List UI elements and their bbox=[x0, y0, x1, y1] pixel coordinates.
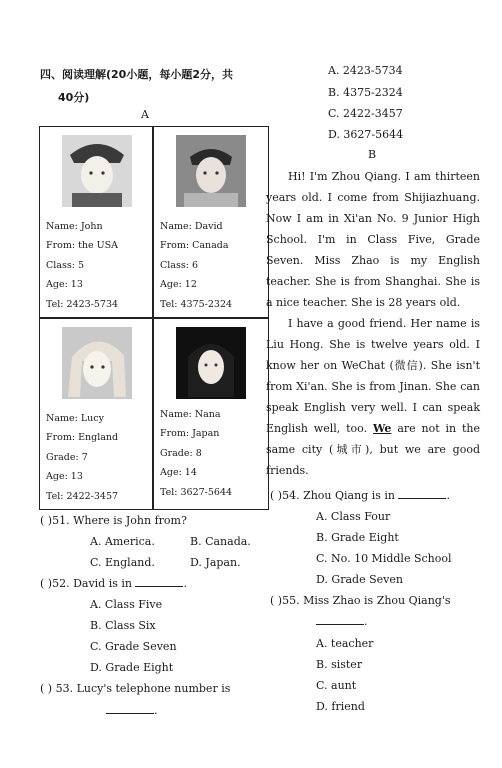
profile-card-david bbox=[154, 127, 267, 317]
q52-option-c[interactable]: C. Grade Seven bbox=[90, 640, 177, 653]
q54-option-c[interactable]: C. No. 10 Middle School bbox=[316, 552, 452, 565]
photo-david bbox=[176, 135, 246, 207]
question-55: ( )55. Miss Zhao is Zhou Qiang's bbox=[270, 594, 451, 607]
profile-name: Name: David bbox=[160, 221, 223, 232]
answer-blank bbox=[316, 615, 364, 625]
passage-b-label: B bbox=[368, 148, 377, 161]
q55-option-b[interactable]: B. sister bbox=[316, 658, 363, 671]
photo-nana bbox=[176, 327, 246, 399]
profile-from: From: Japan bbox=[160, 428, 220, 440]
profile-name: Name: John bbox=[46, 221, 103, 232]
q54-option-b[interactable]: B. Grade Eight bbox=[316, 531, 399, 544]
profile-tel: Tel: 3627-5644 bbox=[160, 486, 233, 498]
q53-option-a[interactable]: A. 2423-5734 bbox=[328, 64, 403, 77]
profile-age: Age: 14 bbox=[160, 467, 197, 479]
passage-b-paragraph-1: Hi! I'm Zhou Qiang. I am thirteen years old. I come from Shijiazhuang. Now I am in Xi'an No. 9 Junior High School. I'm in Class Five, Grade Seven. Miss Zhao is my English teacher. She is from Shanghai. She is a nice teacher. She is 28 years old. bbox=[266, 170, 480, 309]
question-55-blank: . bbox=[316, 615, 368, 628]
profile-age: Age: 13 bbox=[46, 471, 83, 483]
profile-grade: Grade: 7 bbox=[46, 451, 88, 463]
profiles-table bbox=[39, 126, 269, 510]
q53-option-d[interactable]: D. 3627-5644 bbox=[328, 128, 404, 141]
question-52: ( )52. David is in . bbox=[40, 577, 187, 590]
profile-class: Class: 6 bbox=[160, 259, 198, 271]
profile-from: From: Canada bbox=[160, 240, 229, 252]
paragraph-2-end: are not in the same city (城市), but we are good friends. bbox=[266, 422, 480, 477]
profile-info-nana bbox=[160, 405, 232, 502]
q55-option-a[interactable]: A. teacher bbox=[316, 637, 374, 650]
profile-tel: Tel: 4375-2324 bbox=[160, 298, 233, 310]
profile-card-nana bbox=[154, 319, 267, 509]
profile-card-lucy bbox=[40, 319, 153, 509]
underlined-word: We bbox=[372, 422, 392, 435]
profile-grade: Grade: 8 bbox=[160, 447, 202, 459]
profile-card-john bbox=[40, 127, 153, 317]
q55-option-d[interactable]: D. friend bbox=[316, 700, 365, 713]
profile-tel: Tel: 2422-3457 bbox=[46, 490, 119, 502]
profile-age: Age: 13 bbox=[46, 279, 83, 291]
question-52-text: ( )52. David is in bbox=[40, 577, 132, 590]
q52-option-d[interactable]: D. Grade Eight bbox=[90, 661, 174, 674]
profile-name: Name: Lucy bbox=[46, 413, 104, 424]
photo-john bbox=[62, 135, 132, 207]
profile-from: From: England bbox=[46, 432, 119, 444]
q53-option-b[interactable]: B. 4375-2324 bbox=[328, 86, 403, 99]
profile-from: From: the USA bbox=[46, 240, 119, 252]
question-54-text: ( )54. Zhou Qiang is in bbox=[270, 489, 395, 502]
passage-b-paragraph-2 bbox=[266, 313, 480, 481]
q54-option-d[interactable]: D. Grade Seven bbox=[316, 573, 403, 586]
question-54: ( )54. Zhou Qiang is in . bbox=[270, 489, 450, 502]
q51-option-c[interactable]: C. England. bbox=[90, 556, 155, 569]
q52-option-b[interactable]: B. Class Six bbox=[90, 619, 156, 632]
q53-option-c[interactable]: C. 2422-3457 bbox=[328, 107, 403, 120]
section-heading: 四、阅读理解(20小题，每小题2分，共 bbox=[40, 68, 233, 81]
question-51: ( )51. Where is John from? bbox=[40, 514, 187, 527]
profile-tel: Tel: 2423-5734 bbox=[46, 298, 119, 310]
q51-option-d[interactable]: D. Japan. bbox=[190, 556, 241, 569]
photo-lucy bbox=[62, 327, 132, 399]
q52-option-a[interactable]: A. Class Five bbox=[90, 598, 163, 611]
q54-option-a[interactable]: A. Class Four bbox=[316, 510, 391, 523]
answer-blank bbox=[106, 704, 154, 714]
passage-b-text bbox=[266, 166, 480, 481]
q55-option-c[interactable]: C. aunt bbox=[316, 679, 357, 692]
question-53-blank: . bbox=[106, 704, 158, 717]
q51-option-a[interactable]: A. America. bbox=[90, 535, 155, 548]
passage-a-label: A bbox=[141, 108, 149, 121]
profile-info-lucy bbox=[46, 409, 118, 506]
question-53: ( ) 53. Lucy's telephone number is bbox=[40, 682, 231, 695]
profile-info-david bbox=[160, 217, 232, 314]
profile-age: Age: 12 bbox=[160, 279, 197, 291]
profile-class: Class: 5 bbox=[46, 259, 84, 271]
answer-blank bbox=[135, 577, 183, 587]
profile-info-john bbox=[46, 217, 118, 314]
answer-blank bbox=[398, 489, 446, 499]
q51-option-b[interactable]: B. Canada. bbox=[190, 535, 251, 548]
profile-name: Name: Nana bbox=[160, 409, 221, 420]
section-heading-points: 40分) bbox=[58, 91, 90, 104]
paragraph-2-start: I have a good friend. Her name is Liu Hong. She is twelve years old. I know her on WeChat (微信). She isn't from Xi'an. She is from Jinan. She can speak English very well. I can speak English well, too. bbox=[266, 317, 480, 435]
